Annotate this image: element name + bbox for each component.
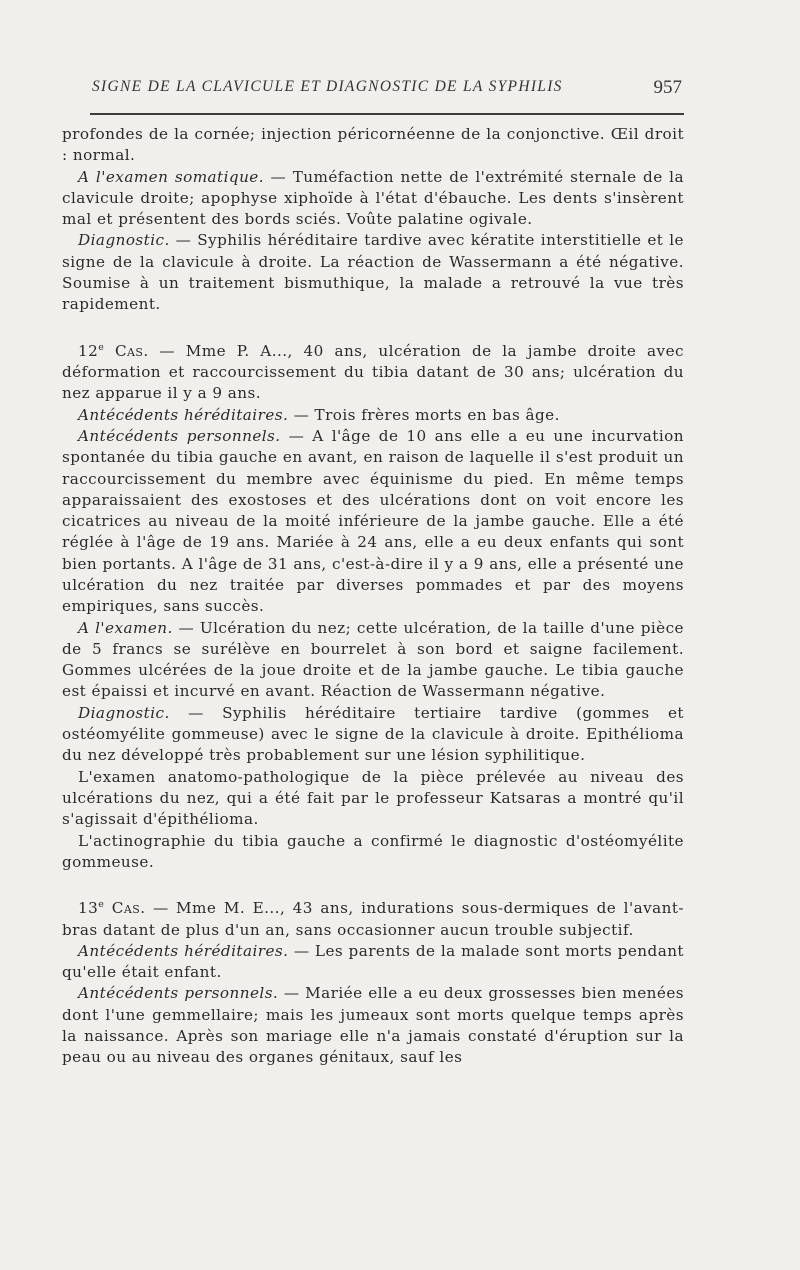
italic-heading: Antécédents héréditaires.: [78, 941, 289, 960]
paragraph-p12: [62, 941, 684, 984]
text-run: — Mariée elle a eu deux grossesses bien menées dont l'une gemmellaire; mais les jumeaux sont morts quelque temps après la naissance. Après son mariage elle n'a jamais constaté d'éruption sur la peau ou au niveau des organes génitaux, sauf les: [62, 984, 684, 1067]
running-title: SIGNE DE LA CLAVICULE ET DIAGNOSTIC DE LA SYPHILIS: [92, 78, 563, 95]
italic-heading: A l'examen somatique.: [78, 167, 265, 186]
text-run: [104, 342, 115, 360]
text-run: — Les parents de la malade sont morts pendant qu'elle était enfant.: [62, 941, 684, 982]
italic-heading: A l'examen.: [78, 618, 173, 637]
paragraph-p3: [62, 230, 684, 315]
page-number: 957: [653, 77, 682, 98]
header-rule: [90, 113, 684, 115]
paragraph-p1: [62, 124, 684, 167]
italic-heading: Antécédents personnels.: [78, 426, 281, 445]
text-run: — Mme M. E..., 43 ans, indurations sous-dermiques de l'avant-bras datant de plus d'un an, sans occasionner aucun trouble subjectif.: [62, 899, 685, 939]
text-run: — Trois frères morts en bas âge.: [288, 405, 560, 424]
text-run: — Syphilis héréditaire tardive avec kératite interstitielle et le signe de la clavicule à droite. La réaction de Wassermann a été négative. Soumise à un traitement bismuthique, la malade a retrouvé la vue très rapidement.: [62, 231, 684, 314]
text-run: — Tuméfaction nette de l'extrémité sternale de la clavicule droite; apophyse xiphoïde à l'état d'ébauche. Les dents s'insèrent mal et présentent des bords sciés. Voûte palatine ogivale.: [62, 167, 684, 229]
text-run: 12: [78, 341, 99, 360]
paragraph-p8: [62, 703, 684, 767]
running-header: [92, 78, 682, 106]
paragraph-p4: [62, 337, 684, 405]
italic-heading: Antécédents personnels.: [78, 984, 279, 1003]
italic-heading: Diagnostic.: [78, 231, 170, 250]
ordinal-suffix: e: [98, 899, 105, 911]
paragraph-p6: [62, 426, 684, 618]
paragraph-p11: [62, 894, 684, 941]
text-run: — Ulcération du nez; cette ulcération, de la taille d'une pièce de 5 francs se surélève en bourrelet à son bord et saigne facilement. Gommes ulcérées de la joue droite et de la jambe gauche. Le tibia gauche est épaissi et incurvé en avant. Réaction de Wassermann négative.: [62, 618, 684, 701]
paragraph-p5: [62, 405, 684, 426]
paragraph-p2: [62, 167, 684, 231]
ordinal-suffix: e: [98, 341, 105, 353]
body-text: [62, 124, 684, 1069]
text-run: L'examen anatomo-pathologique de la pièce prélevée au niveau des ulcérations du nez, qui a été fait par le professeur Katsaras a montré qu'il s'agissait d'épithélioma.: [62, 767, 684, 829]
italic-heading: Antécédents héréditaires.: [78, 405, 289, 424]
text-run: profondes de la cornée; injection péricornéenne de la conjonctive. Œil droit : normal.: [62, 125, 684, 165]
text-run: — A l'âge de 10 ans elle a eu une incurvation spontanée du tibia gauche en avant, en raison de laquelle il s'est produit un raccourcissement du membre avec équinisme du pied. En même temps apparaissaient des exostoses et des ulcérations dont on voit encore les cicatrices au niveau de la moité inférieure de la jambe gauche. Elle a été réglée à l'âge de 19 ans. Mariée à 24 ans, elle a eu deux enfants qui sont bien portants. A l'âge de 31 ans, c'est-à-dire il y a 9 ans, elle a présenté une ulcération du nez traitée par diverses pommades et par des moyens empiriques, sans succès.: [62, 426, 684, 616]
text-run: 13: [78, 899, 99, 918]
text-run: — Mme P. A..., 40 ans, ulcération de la jambe droite avec déformation et raccourcissement du tibia datant de 30 ans; ulcération du nez apparue il y a 9 ans.: [62, 341, 684, 403]
paragraph-p9: [62, 767, 684, 831]
text-run: L'actinographie du tibia gauche a confirmé le diagnostic d'ostéomyélite gommeuse.: [62, 831, 684, 871]
text-run: — Syphilis héréditaire tertiaire tardive (gommes et ostéomyélite gommeuse) avec le signe de la clavicule à droite. Epithélioma du nez développé très probablement sur une lésion syphilitique.: [62, 703, 684, 765]
paragraph-p13: [62, 983, 684, 1068]
case-label: Cas.: [111, 899, 146, 918]
paragraph-p7: [62, 618, 684, 703]
paragraph-p10: [62, 831, 684, 874]
case-label: Cas.: [114, 341, 149, 360]
italic-heading: Diagnostic.: [78, 703, 170, 722]
text-run: [104, 899, 111, 917]
